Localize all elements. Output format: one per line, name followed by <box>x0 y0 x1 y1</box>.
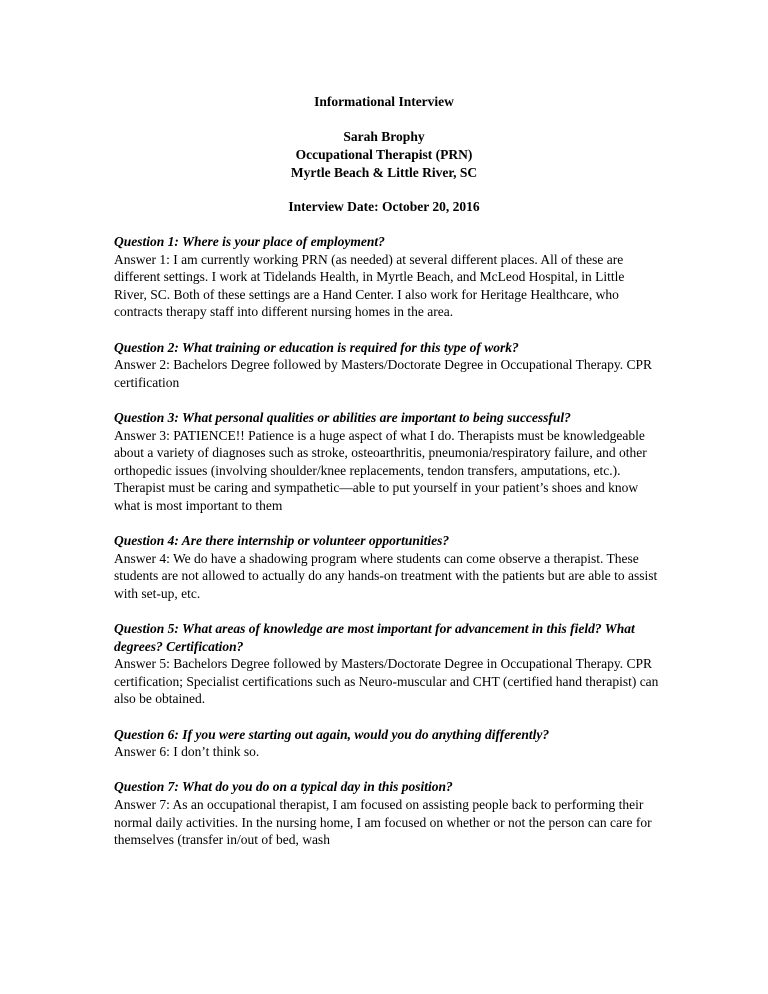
answer-text: Answer 3: PATIENCE!! Patience is a huge aspect of what I do. Therapists must be knowledgeable about a variety of diagnoses such as stroke, osteoarthritis, pneumonia/respiratory failure, and other orthopedic issues (involving shoulder/knee replacements, tendon transfers, amputations, etc.). Therapist must be caring and sympathetic—able to put yourself in your patient’s shoes and know what is most important to them <box>114 427 647 513</box>
interview-date-block <box>0 198 768 216</box>
answer-text: Answer 7: As an occupational therapist, I am focused on assisting people back to performing their normal daily activities. In the nursing home, I am focused on whether or not the person can care for themselves (transfer in/out of bed, wash <box>114 797 652 848</box>
qa-item <box>114 532 660 602</box>
qa-section <box>114 233 660 866</box>
question-text: Question 2: What training or education is required for this type of work? <box>114 339 519 355</box>
answer-text: Answer 1: I am currently working PRN (as needed) at several different places. All of these are different settings. I work at Tidelands Health, in Myrtle Beach, and McLeod Hospital, in Little River, SC. Both of these settings are a Hand Center. I also work for Heritage Healthcare, who contracts therapy staff into different nursing homes in the area. <box>114 251 625 320</box>
interviewee-role: Occupational Therapist (PRN) <box>295 147 473 162</box>
interviewee-block <box>0 128 768 182</box>
answer-text: Answer 2: Bachelors Degree followed by Masters/Doctorate Degree in Occupational Therapy. CPR certification <box>114 357 652 390</box>
answer-text: Answer 6: I don’t think so. <box>114 744 260 760</box>
answer-text: Answer 5: Bachelors Degree followed by Masters/Doctorate Degree in Occupational Therapy. CPR certification; Specialist certifications such as Neuro-muscular and CHT (certified hand therapist) can also be obtained. <box>114 656 659 707</box>
document-title: Informational Interview <box>314 94 454 109</box>
interviewee-location: Myrtle Beach & Little River, SC <box>290 165 478 180</box>
interview-date: Interview Date: October 20, 2016 <box>288 199 480 214</box>
qa-item <box>114 339 660 392</box>
question-text: Question 6: If you were starting out again, would you do anything differently? <box>114 726 550 742</box>
question-text: Question 1: Where is your place of employment? <box>114 234 385 249</box>
question-text: Question 3: What personal qualities or abilities are important to being successful? <box>114 409 571 425</box>
question-text: Question 7: What do you do on a typical day in this position? <box>114 779 453 795</box>
qa-item <box>114 233 660 321</box>
qa-item <box>114 620 660 708</box>
qa-item <box>114 409 660 515</box>
qa-item <box>114 726 660 761</box>
qa-item <box>114 778 660 848</box>
question-text: Question 4: Are there internship or volunteer opportunities? <box>114 533 450 549</box>
document-title-block <box>0 93 768 111</box>
interviewee-name: Sarah Brophy <box>343 129 425 144</box>
question-text: Question 5: What areas of knowledge are most important for advancement in this field? What degrees? Certification? <box>114 621 635 654</box>
answer-text: Answer 4: We do have a shadowing program where students can come observe a therapist. These students are not allowed to actually do any hands-on treatment with the patients but are able to assist with set-up, etc. <box>114 550 658 601</box>
